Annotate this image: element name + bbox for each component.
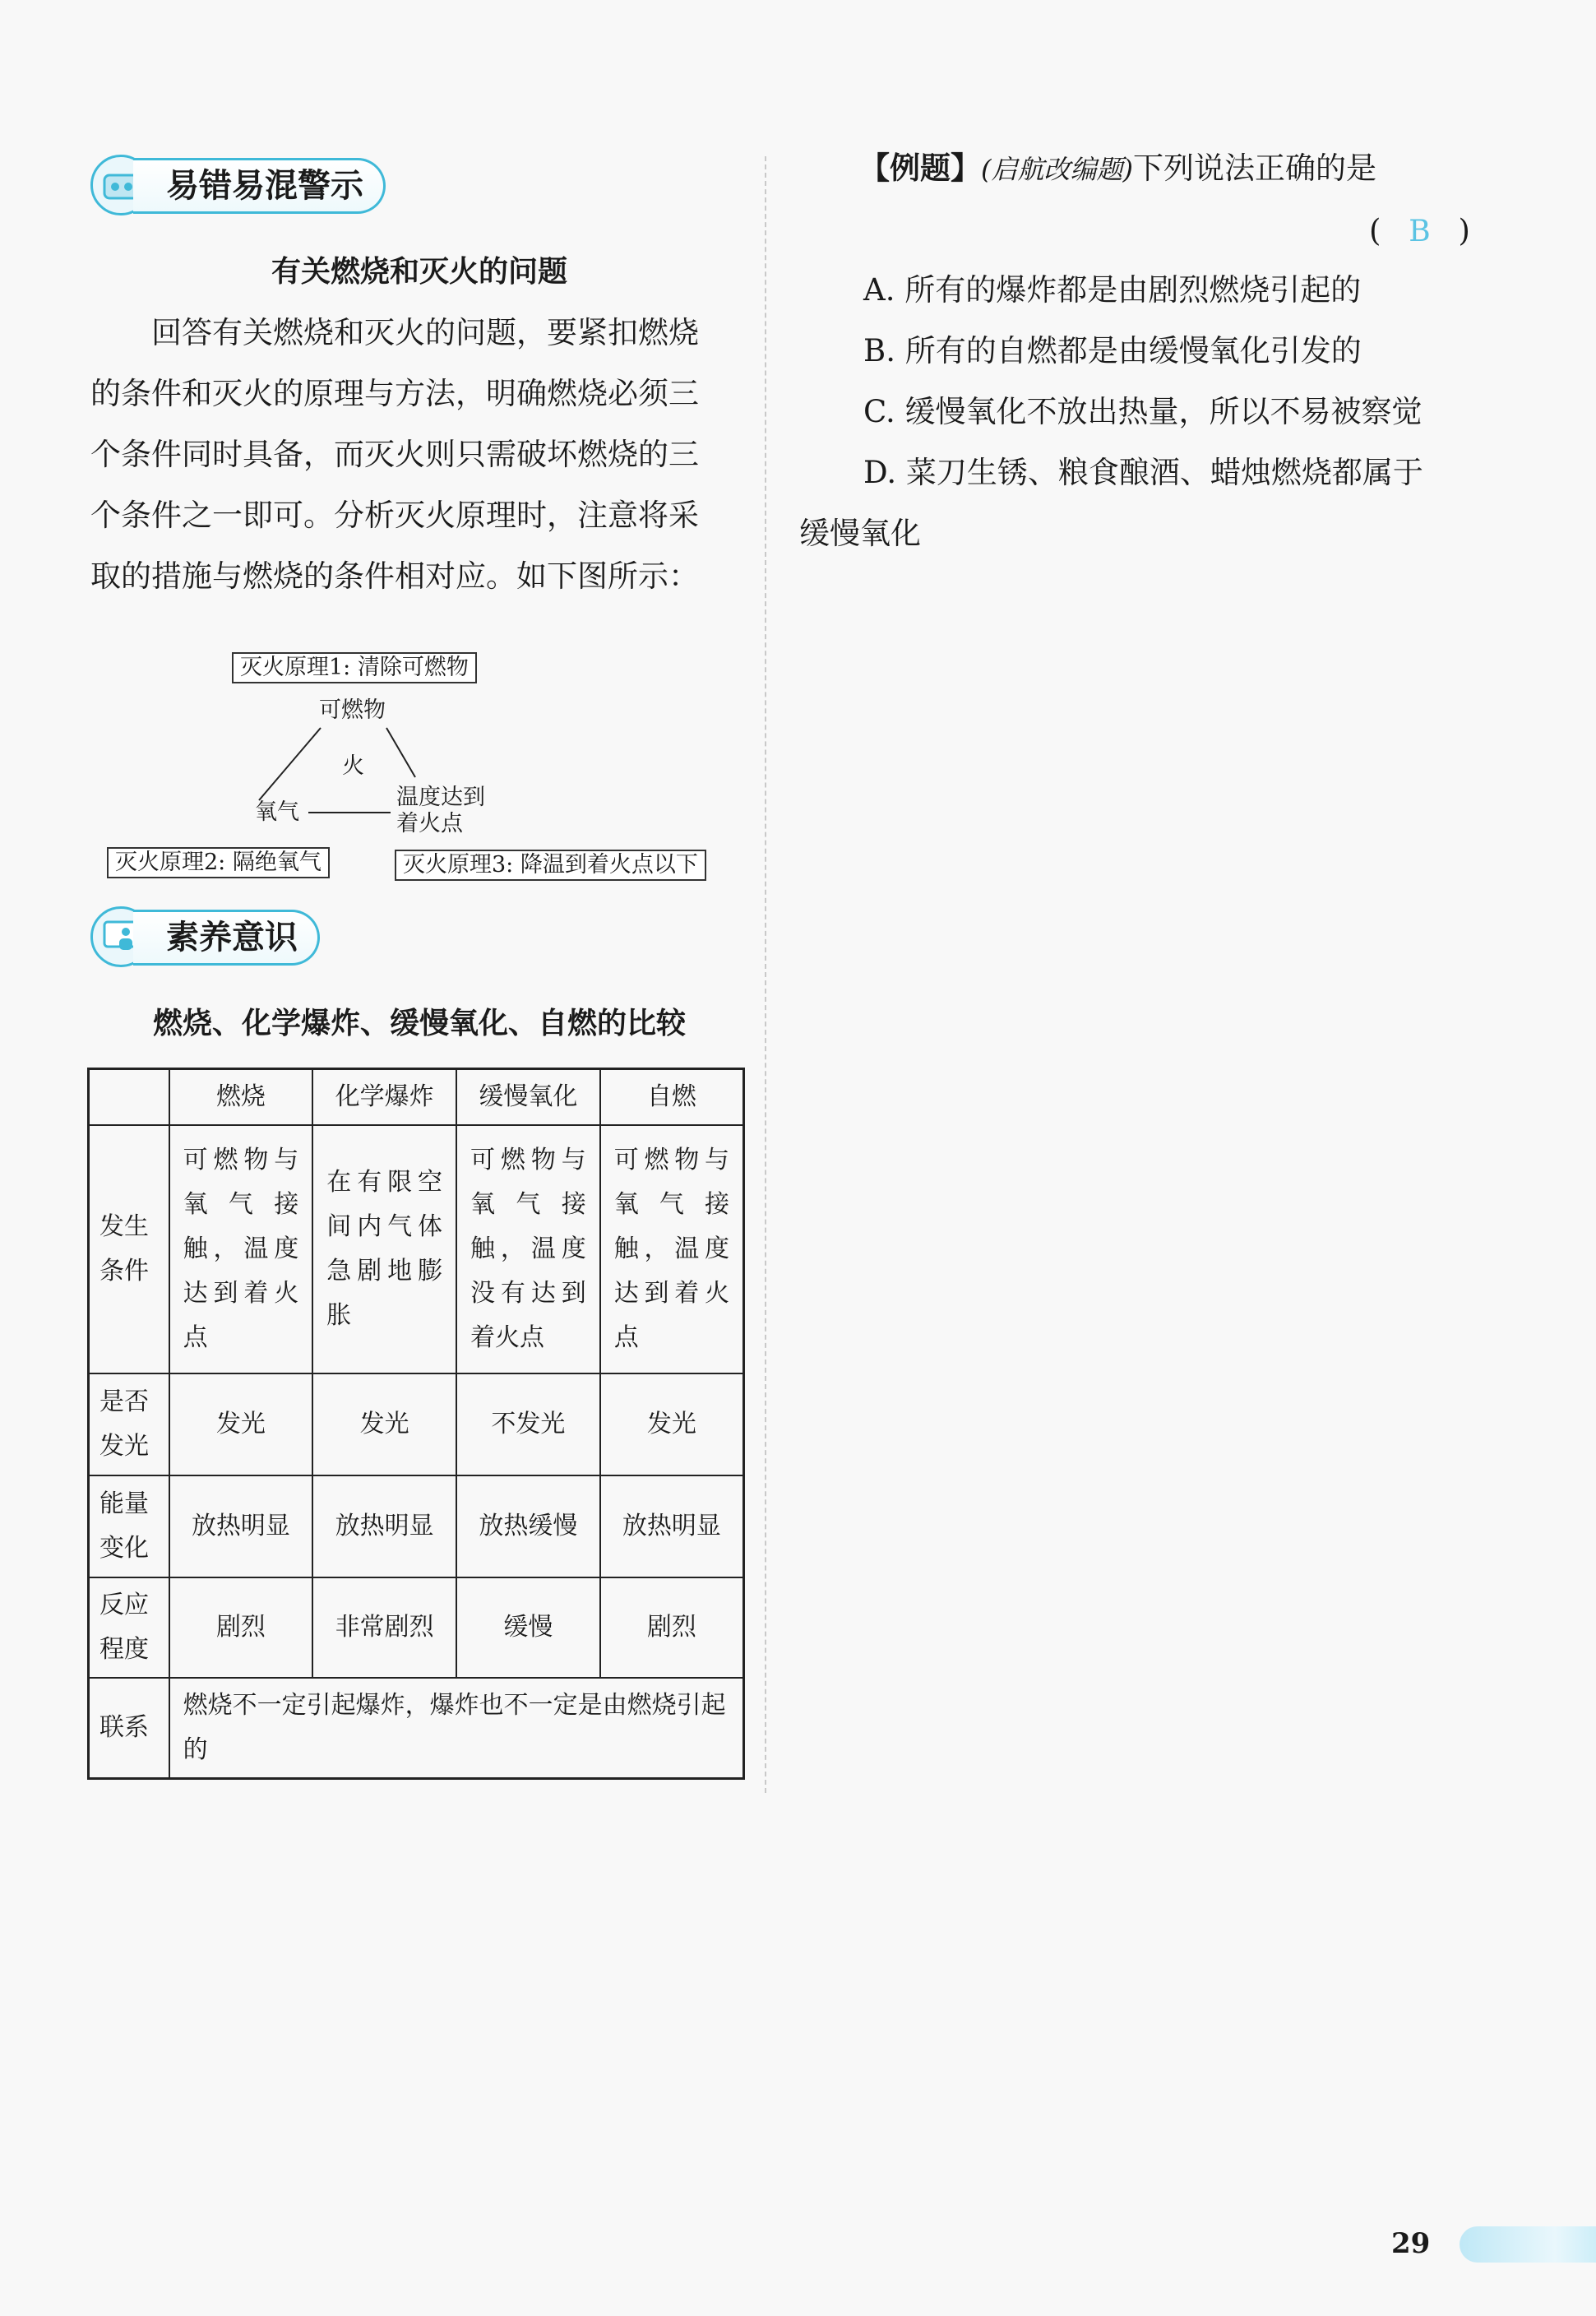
table-cell: 可燃物与氧气接触，温度达到着火点	[169, 1125, 313, 1373]
table-cell: 放热明显	[600, 1475, 744, 1577]
warning-subtitle: 有关燃烧和灭火的问题	[271, 255, 567, 289]
option-c: C. 缓慢氧化不放出热量，所以不易被察觉	[863, 394, 1423, 429]
header-cell: 燃烧	[169, 1069, 313, 1126]
example-source: (启航改编题)	[981, 154, 1133, 185]
option-a: A. 所有的爆炸都是由剧烈燃烧引起的	[863, 272, 1362, 308]
table-cell: 在有限空间内气体急剧地膨胀	[312, 1125, 456, 1373]
table-row	[89, 1125, 744, 1373]
option-d-continuation: 缓慢氧化	[799, 516, 921, 551]
paren-close: )	[1458, 213, 1470, 248]
example-tag: 【例题】	[859, 151, 981, 186]
table-cell: 剧烈	[600, 1577, 744, 1678]
vertex-fuel: 可燃物	[319, 697, 386, 723]
principle-3-box: 灭火原理3: 降温到着火点以下	[395, 850, 706, 881]
row-head: 是否发光	[89, 1373, 169, 1475]
page-number: 29	[1391, 2227, 1431, 2260]
header-cell: 自燃	[600, 1069, 744, 1126]
page-number-bar	[1460, 2226, 1596, 2263]
paragraph-line: 的条件和灭火的原理与方法，明确燃烧必须三	[90, 376, 699, 411]
table-cell: 可燃物与氧气接触，温度没有达到着火点	[456, 1125, 600, 1373]
table-cell: 不发光	[456, 1373, 600, 1475]
header-cell: 缓慢氧化	[456, 1069, 600, 1126]
table-header-row	[89, 1069, 744, 1126]
example-question-stem	[859, 138, 1376, 200]
table-row	[89, 1475, 744, 1577]
column-divider	[765, 156, 766, 1793]
paren-open: (	[1369, 213, 1381, 248]
comparison-table	[87, 1068, 745, 1780]
answer-bracket	[1369, 201, 1470, 262]
warning-section-title: 易错易混警示	[133, 158, 386, 214]
principle-2-box: 灭火原理2: 隔绝氧气	[107, 847, 330, 878]
comparison-subtitle: 燃烧、化学爆炸、缓慢氧化、自燃的比较	[152, 1007, 686, 1040]
table-cell: 剧烈	[169, 1577, 313, 1678]
header-cell: 化学爆炸	[312, 1069, 456, 1126]
warning-section-header	[90, 155, 419, 215]
warning-paragraph	[90, 303, 748, 607]
table-cell: 放热明显	[169, 1475, 313, 1577]
fire-triangle-diagram	[99, 646, 740, 892]
table-cell: 发光	[312, 1373, 456, 1475]
table-cell: 发光	[600, 1373, 744, 1475]
paragraph-line: 回答有关燃烧和灭火的问题，要紧扣燃烧	[151, 315, 699, 350]
option-d: D. 菜刀生锈、粮食酿酒、蜡烛燃烧都属于	[863, 455, 1423, 490]
table-cell: 可燃物与氧气接触，温度达到着火点	[600, 1125, 744, 1373]
table-cell: 发光	[169, 1373, 313, 1475]
literacy-section-header	[90, 906, 337, 967]
example-stem-text: 下列说法正确的是	[1132, 151, 1376, 186]
answer-letter: B	[1409, 215, 1431, 248]
table-row	[89, 1678, 744, 1779]
paragraph-line: 个条件之一即可。分析灭火原理时，注意将采	[90, 498, 699, 533]
table-cell: 非常剧烈	[312, 1577, 456, 1678]
paragraph-line: 取的措施与燃烧的条件相对应。如下图所示：	[90, 558, 699, 594]
vertex-oxygen: 氧气	[255, 799, 299, 825]
row-head: 反应程度	[89, 1577, 169, 1678]
relation-cell: 燃烧不一定引起爆炸，爆炸也不一定是由燃烧引起的	[169, 1678, 744, 1779]
vertex-center-fire: 火	[342, 753, 364, 779]
principle-1-box: 灭火原理1: 清除可燃物	[232, 652, 477, 683]
row-head: 能量变化	[89, 1475, 169, 1577]
option-b: B. 所有的自燃都是由缓慢氧化引发的	[863, 333, 1362, 368]
vertex-temperature-line1: 温度达到	[396, 785, 485, 810]
row-head: 发生条件	[89, 1125, 169, 1373]
vertex-temperature-line2: 着火点	[396, 811, 463, 836]
table-row	[89, 1373, 744, 1475]
row-head: 联系	[89, 1678, 169, 1779]
paragraph-line: 个条件同时具备，而灭火则只需破坏燃烧的三	[90, 437, 699, 472]
table-cell: 放热缓慢	[456, 1475, 600, 1577]
table-cell: 放热明显	[312, 1475, 456, 1577]
literacy-section-title: 素养意识	[133, 910, 320, 966]
header-cell-empty	[89, 1069, 169, 1126]
table-row	[89, 1577, 744, 1678]
table-cell: 缓慢	[456, 1577, 600, 1678]
